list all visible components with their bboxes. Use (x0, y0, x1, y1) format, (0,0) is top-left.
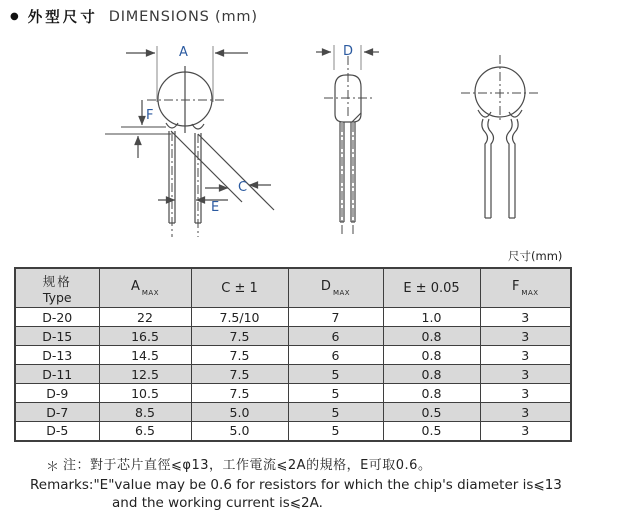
cell: 22 (99, 308, 191, 327)
cell: 3 (480, 422, 571, 441)
cell: 5 (288, 365, 383, 384)
dim-label-e: E (211, 200, 220, 215)
cell: 5.0 (191, 422, 288, 441)
section-title-en: DIMENSIONS (mm) (108, 8, 258, 25)
cell: 7.5 (191, 365, 288, 384)
dimension-drawings (0, 30, 644, 250)
cell: 3 (480, 403, 571, 422)
cell: D-5 (15, 422, 99, 441)
dim-label-a: A (179, 45, 188, 60)
table-row (15, 422, 571, 441)
cell: 0.5 (383, 403, 480, 422)
table-unit-label: 尺寸(mm) (508, 249, 563, 263)
cell: D-9 (15, 384, 99, 403)
note-zh: 注：對于芯片直徑⩽φ13，工作電流⩽2A的規格，E可取0.6。 (63, 458, 432, 473)
column-header: E ± 0.05 (383, 268, 480, 308)
table-row (15, 403, 571, 422)
dimensions-table (14, 267, 572, 442)
cell: 5 (288, 422, 383, 441)
cell: 7.5/10 (191, 308, 288, 327)
cell: 0.8 (383, 327, 480, 346)
section-title (10, 6, 258, 27)
cell: 6 (288, 327, 383, 346)
cell: 0.8 (383, 346, 480, 365)
cell: D-20 (15, 308, 99, 327)
dim-label-c: C (238, 180, 248, 195)
column-header: C ± 1 (191, 268, 288, 308)
note-asterisk: ＊ (46, 460, 60, 475)
column-header: F $_{MAX}$ (480, 268, 571, 308)
cell: 7 (288, 308, 383, 327)
table-row (15, 346, 571, 365)
cell: D-15 (15, 327, 99, 346)
cell: 3 (480, 346, 571, 365)
cell: 3 (480, 308, 571, 327)
cell: 0.8 (383, 384, 480, 403)
table-row (15, 308, 571, 327)
note-en-line1: Remarks:"E"value may be 0.6 for resistors for which the chip's diameter is⩽13 (30, 477, 562, 493)
cell: 6 (288, 346, 383, 365)
cell: 10.5 (99, 384, 191, 403)
cell: 0.8 (383, 365, 480, 384)
cell: 3 (480, 384, 571, 403)
cell: 1.0 (383, 308, 480, 327)
cell: D-7 (15, 403, 99, 422)
table-row (15, 365, 571, 384)
cell: 3 (480, 365, 571, 384)
cell: 12.5 (99, 365, 191, 384)
cell: 5.0 (191, 403, 288, 422)
dim-label-d: D (343, 44, 354, 59)
column-header: D $_{MAX}$ (288, 268, 383, 308)
cell: 6.5 (99, 422, 191, 441)
cell: 7.5 (191, 384, 288, 403)
table-row (15, 384, 571, 403)
cell: 5 (288, 403, 383, 422)
cell: 14.5 (99, 346, 191, 365)
table-row (15, 327, 571, 346)
cell: 7.5 (191, 327, 288, 346)
note-en-line2: and the working current is⩽2A. (112, 495, 323, 511)
column-header: 规格 Type (15, 268, 99, 308)
cell: D-13 (15, 346, 99, 365)
bullet-icon: ● (10, 11, 19, 22)
cell: 0.5 (383, 422, 480, 441)
cell: 3 (480, 327, 571, 346)
cell: 8.5 (99, 403, 191, 422)
section-title-zh: 外型尺寸 (27, 10, 98, 26)
cell: D-11 (15, 365, 99, 384)
cell: 5 (288, 384, 383, 403)
column-header: A $_{MAX}$ (99, 268, 191, 308)
cell: 16.5 (99, 327, 191, 346)
dim-label-f: F (146, 108, 154, 123)
cell: 7.5 (191, 346, 288, 365)
